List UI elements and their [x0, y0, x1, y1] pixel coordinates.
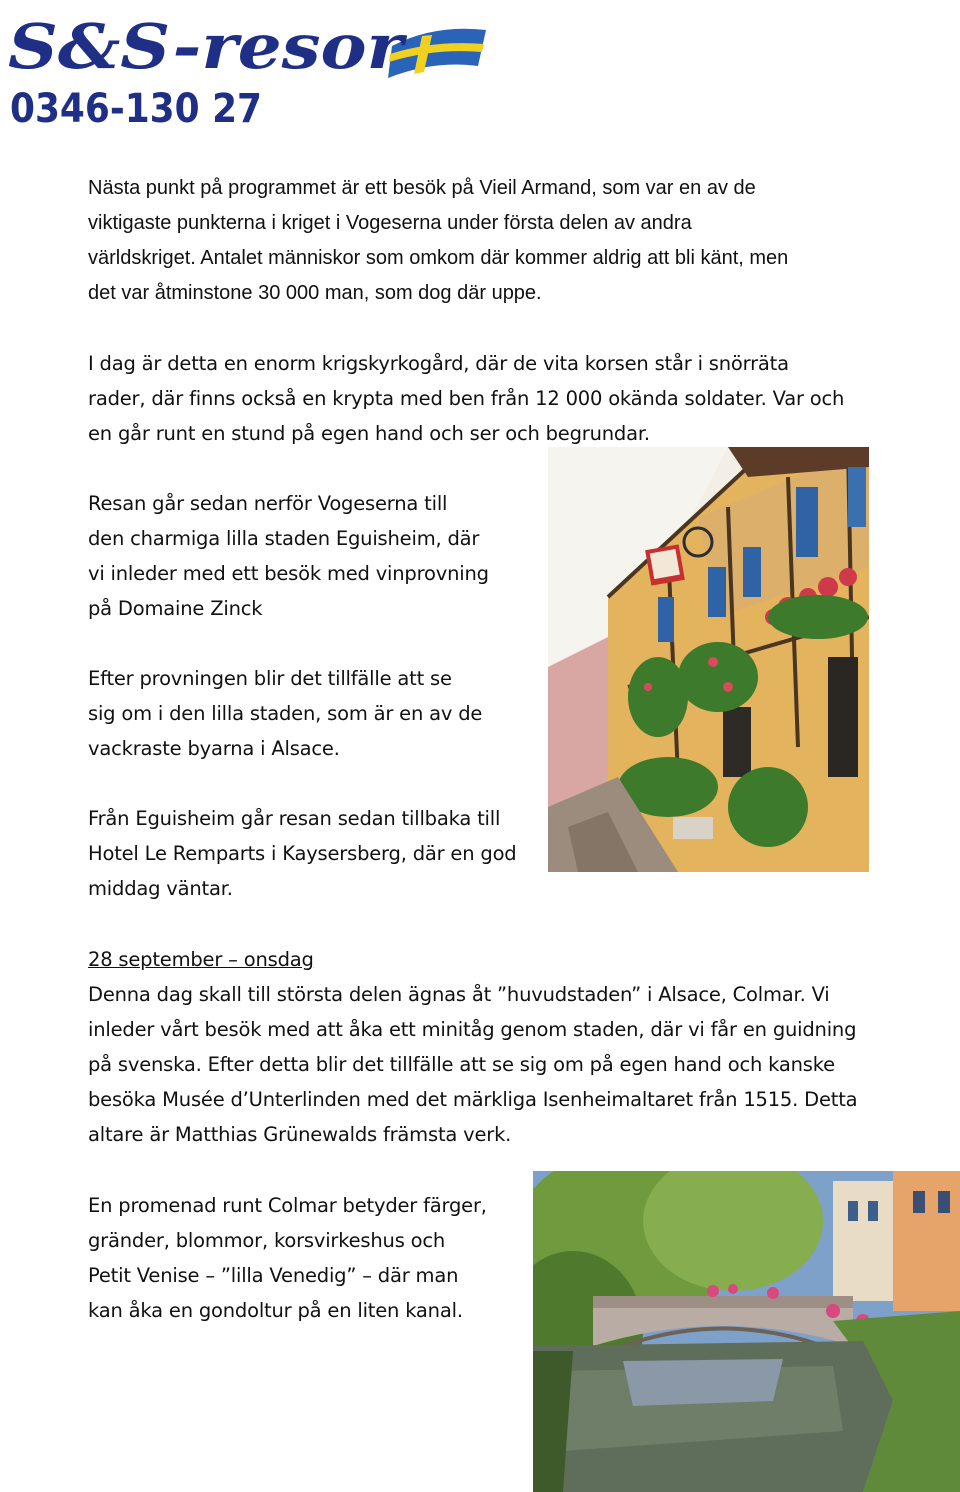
colmar-canal-photo: [533, 1171, 960, 1492]
text-line: Nästa punkt på programmet är ett besök på Vieil Armand, som var en av de: [88, 177, 756, 199]
text-line: gränder, blommor, korsvirkeshus och: [88, 1229, 446, 1252]
text-line: En promenad runt Colmar betyder färger,: [88, 1194, 487, 1217]
logo-phone: 0346-130 27: [10, 86, 262, 132]
text-line: viktigaste punkterna i kriget i Vogeserna under första delen av andra: [88, 212, 692, 234]
text-line: Efter provningen blir det tillfälle att se: [88, 667, 452, 690]
text-line: Från Eguisheim går resan sedan tillbaka till: [88, 807, 501, 830]
logo-wordmark: S&S-resor: [8, 10, 408, 83]
text-line: Denna dag skall till största delen ägnas åt ”huvudstaden” i Alsace, Colmar. Vi: [88, 983, 830, 1006]
paragraph-after-tasting: [88, 661, 482, 766]
text-line: middag väntar.: [88, 877, 233, 900]
paragraph-colmar-day: [88, 942, 857, 1152]
text-line: Hotel Le Remparts i Kaysersberg, där en god: [88, 842, 517, 865]
company-logo: [4, 2, 494, 132]
text-line: inleder vårt besök med att åka ett minitåg genom staden, där vi får en guidning: [88, 1018, 857, 1041]
text-line: vackraste byarna i Alsace.: [88, 737, 340, 760]
text-line: I dag är detta en enorm krigskyrkogård, där de vita korsen står i snörräta: [88, 352, 789, 375]
paragraph-petit-venise: [88, 1188, 487, 1328]
text-line: rader, där finns också en krypta med ben från 12 000 okända soldater. Var och: [88, 387, 845, 410]
text-line: Resan går sedan nerför Vogeserna till: [88, 492, 448, 515]
text-line: kan åka en gondoltur på en liten kanal.: [88, 1299, 463, 1322]
text-line: altare är Matthias Grünewalds främsta verk.: [88, 1123, 512, 1146]
paragraph-return-hotel: [88, 801, 516, 906]
text-line: sig om i den lilla staden, som är en av de: [88, 702, 483, 725]
text-line: Petit Venise – ”lilla Venedig” – där man: [88, 1264, 459, 1287]
text-line: en går runt en stund på egen hand och ser och begrundar.: [88, 422, 650, 445]
paragraph-war-cemetery: [88, 346, 844, 451]
text-line: besöka Musée d’Unterlinden med det märkliga Isenheimaltaret från 1515. Detta: [88, 1088, 858, 1111]
text-line: världskriget. Antalet människor som omkom där kommer aldrig att bli känt, men: [88, 247, 789, 269]
text-line: den charmiga lilla staden Eguisheim, där: [88, 527, 480, 550]
text-line: vi inleder med ett besök med vinprovning: [88, 562, 489, 585]
text-line: på svenska. Efter detta blir det tillfälle att se sig om på egen hand och kanske: [88, 1053, 835, 1076]
eguisheim-street-photo: [548, 447, 869, 872]
paragraph-eguisheim: [88, 486, 489, 626]
text-line: det var åtminstone 30 000 man, som dog där uppe.: [88, 282, 542, 304]
text-line: på Domaine Zinck: [88, 597, 263, 620]
paragraph-vieil-armand: [88, 171, 788, 311]
date-heading: 28 september – onsdag: [88, 948, 314, 971]
